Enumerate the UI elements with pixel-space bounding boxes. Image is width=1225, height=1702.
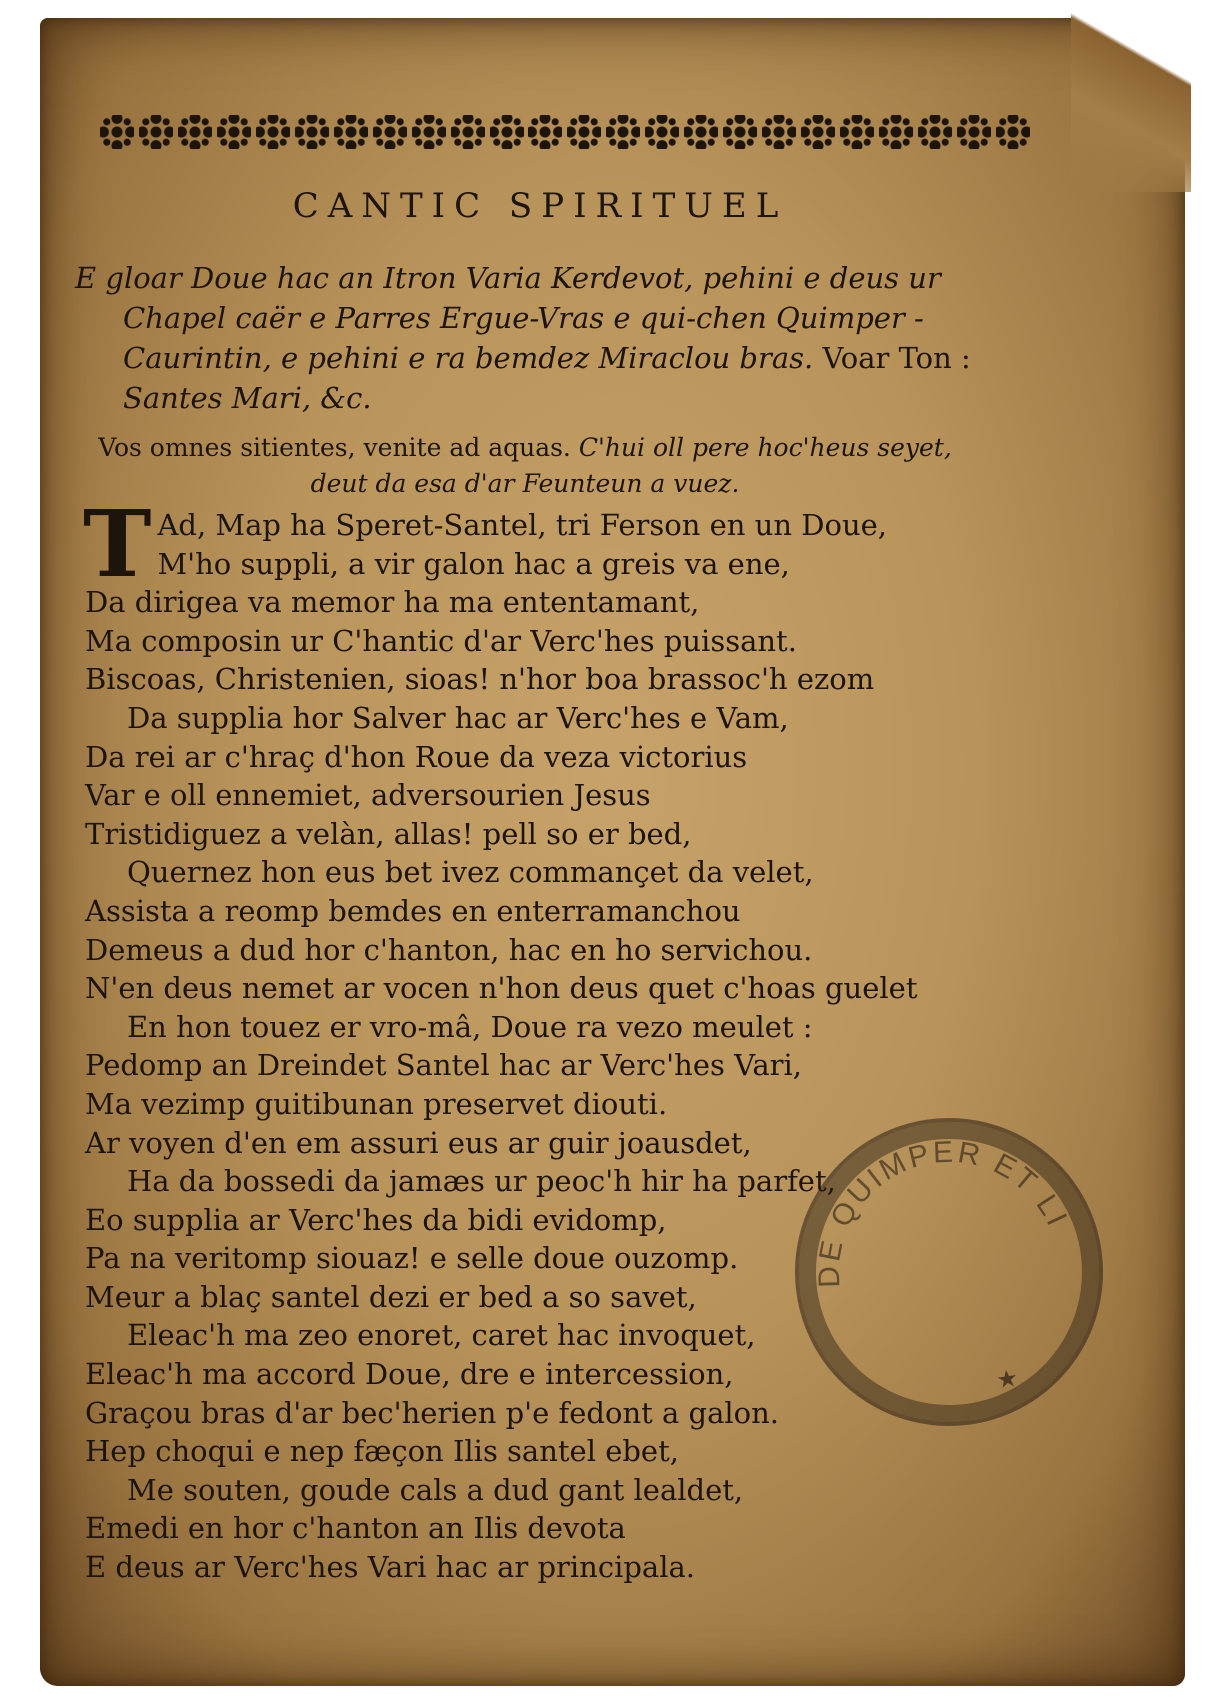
epigraph-latin: Vos omnes sitientes, venite ad aquas. xyxy=(98,433,579,462)
svg-text:DE QUIMPER ET LI xyxy=(795,1119,1080,1292)
epigraph xyxy=(80,430,970,502)
ornament-flower xyxy=(918,115,952,149)
ornament-flower xyxy=(217,115,251,149)
verse-line: Ma vezimp guitibunan preservet diouti. xyxy=(85,1086,668,1121)
verse-line: Da rei ar c'hraç d'hon Roue da veza victorius xyxy=(85,739,748,774)
verse-line: Pedomp an Dreindet Santel hac ar Verc'hes Vari, xyxy=(85,1048,803,1083)
ornament-flower xyxy=(490,115,524,149)
first-line-text: Ad, Map ha Speret-Santel, tri Ferson en un Doue, xyxy=(157,508,887,542)
ornament-flower xyxy=(334,115,368,149)
star-icon: ★ xyxy=(994,1363,1020,1395)
verse-line: Da dirigea va memor ha ma ententamant, xyxy=(85,585,700,620)
ornament-flower xyxy=(373,115,407,149)
ornament-flower xyxy=(996,115,1030,149)
ornament-flower xyxy=(528,115,562,149)
ornament-flower xyxy=(567,115,601,149)
ornament-flower xyxy=(762,115,796,149)
drop-cap: T xyxy=(83,490,152,598)
ornament-flower xyxy=(451,115,485,149)
verse-line: Quernez hon eus bet ivez commançet da velet, xyxy=(127,855,814,890)
ornament-flower xyxy=(178,115,212,149)
ornament-flower xyxy=(879,115,913,149)
verse-line: Ar voyen d'en em assuri eus ar guir joausdet, xyxy=(85,1125,752,1160)
epigraph-breton: C'hui oll pere hoc'heus seyet, deut da esa d'ar Feunteun a vuez. xyxy=(310,433,952,498)
verse-line: Me souten, goude cals a dud gant lealdet, xyxy=(127,1472,744,1507)
subtitle-tune: Santes Mari, &c. xyxy=(123,381,372,415)
verse-line: Assista a reomp bemdes en enterramanchou xyxy=(85,893,741,928)
verse-line: Var e oll ennemiet, adversourien Jesus xyxy=(85,778,651,813)
ornament-flower xyxy=(412,115,446,149)
subtitle xyxy=(75,258,1028,418)
ornament-flower xyxy=(100,115,134,149)
verse-line: Meur a blaç santel dezi er bed a so savet, xyxy=(85,1279,697,1314)
subtitle-italic-1: E gloar Doue hac an Itron Varia Kerdevot, pehini e deus ur Chapel caër e Parres Ergue-Vras e qui-chen Quimper - Caurintin, e pehini e ra bemdez Miraclou bras. xyxy=(75,261,941,375)
ornament-flower xyxy=(139,115,173,149)
ornament-flower xyxy=(645,115,679,149)
torn-corner xyxy=(1071,12,1191,192)
verse-line: N'en deus nemet ar vocen n'hon deus quet c'hoas guelet xyxy=(85,971,918,1006)
verse-line: Biscoas, Christenien, sioas! n'hor boa brassoc'h ezom xyxy=(85,662,875,697)
ornament-flower xyxy=(723,115,757,149)
stamp-text: DE QUIMPER ET LI xyxy=(812,1135,1075,1289)
subtitle-tune-label: Voar Ton : xyxy=(822,341,971,375)
ornament-flower xyxy=(684,115,718,149)
page-title: CANTIC SPIRITUEL xyxy=(292,186,788,226)
ornamental-border xyxy=(100,103,1030,161)
verse-line: Demeus a dud hor c'hanton, hac en ho servichou. xyxy=(85,932,813,967)
verse-line: Da supplia hor Salver hac ar Verc'hes e Vam, xyxy=(127,700,789,735)
verse-line: En hon touez er vro-mâ, Doue ra vezo meulet : xyxy=(127,1009,813,1044)
ornament-flower xyxy=(295,115,329,149)
manuscript-page xyxy=(40,18,1185,1686)
ornament-flower xyxy=(256,115,290,149)
verse-line: Eleac'h ma zeo enoret, caret hac invoquet, xyxy=(127,1318,756,1353)
verse-line: Tristidiguez a velàn, allas! pell so er bed, xyxy=(85,816,692,851)
verse-line: Graçou bras d'ar bec'herien p'e fedont a galon. xyxy=(85,1395,779,1430)
verse-line: Ha da bossedi da jamæs ur peoc'h hir ha parfet, xyxy=(127,1164,836,1199)
verse-line: Hep choqui e nep fæçon Ilis santel ebet, xyxy=(85,1434,679,1469)
verse-line: M'ho suppli, a vir galon hac a greis va ene, xyxy=(157,546,790,581)
ornament-flower xyxy=(801,115,835,149)
ornament-flower xyxy=(606,115,640,149)
library-stamp xyxy=(775,1098,1123,1446)
verse-line: Eo supplia ar Verc'hes da bidi evidomp, xyxy=(85,1202,667,1237)
ornament-flower xyxy=(957,115,991,149)
verse-line: Eleac'h ma accord Doue, dre e intercession, xyxy=(85,1357,734,1392)
verse-line: Emedi en hor c'hanton an Ilis devota xyxy=(85,1511,626,1546)
ornament-flower xyxy=(840,115,874,149)
verse-line: Pa na veritomp siouaz! e selle doue ouzomp. xyxy=(85,1241,739,1276)
verse-line: E deus ar Verc'hes Vari hac ar principala. xyxy=(85,1550,695,1585)
verse-line: Ma composin ur C'hantic d'ar Verc'hes puissant. xyxy=(85,623,797,658)
